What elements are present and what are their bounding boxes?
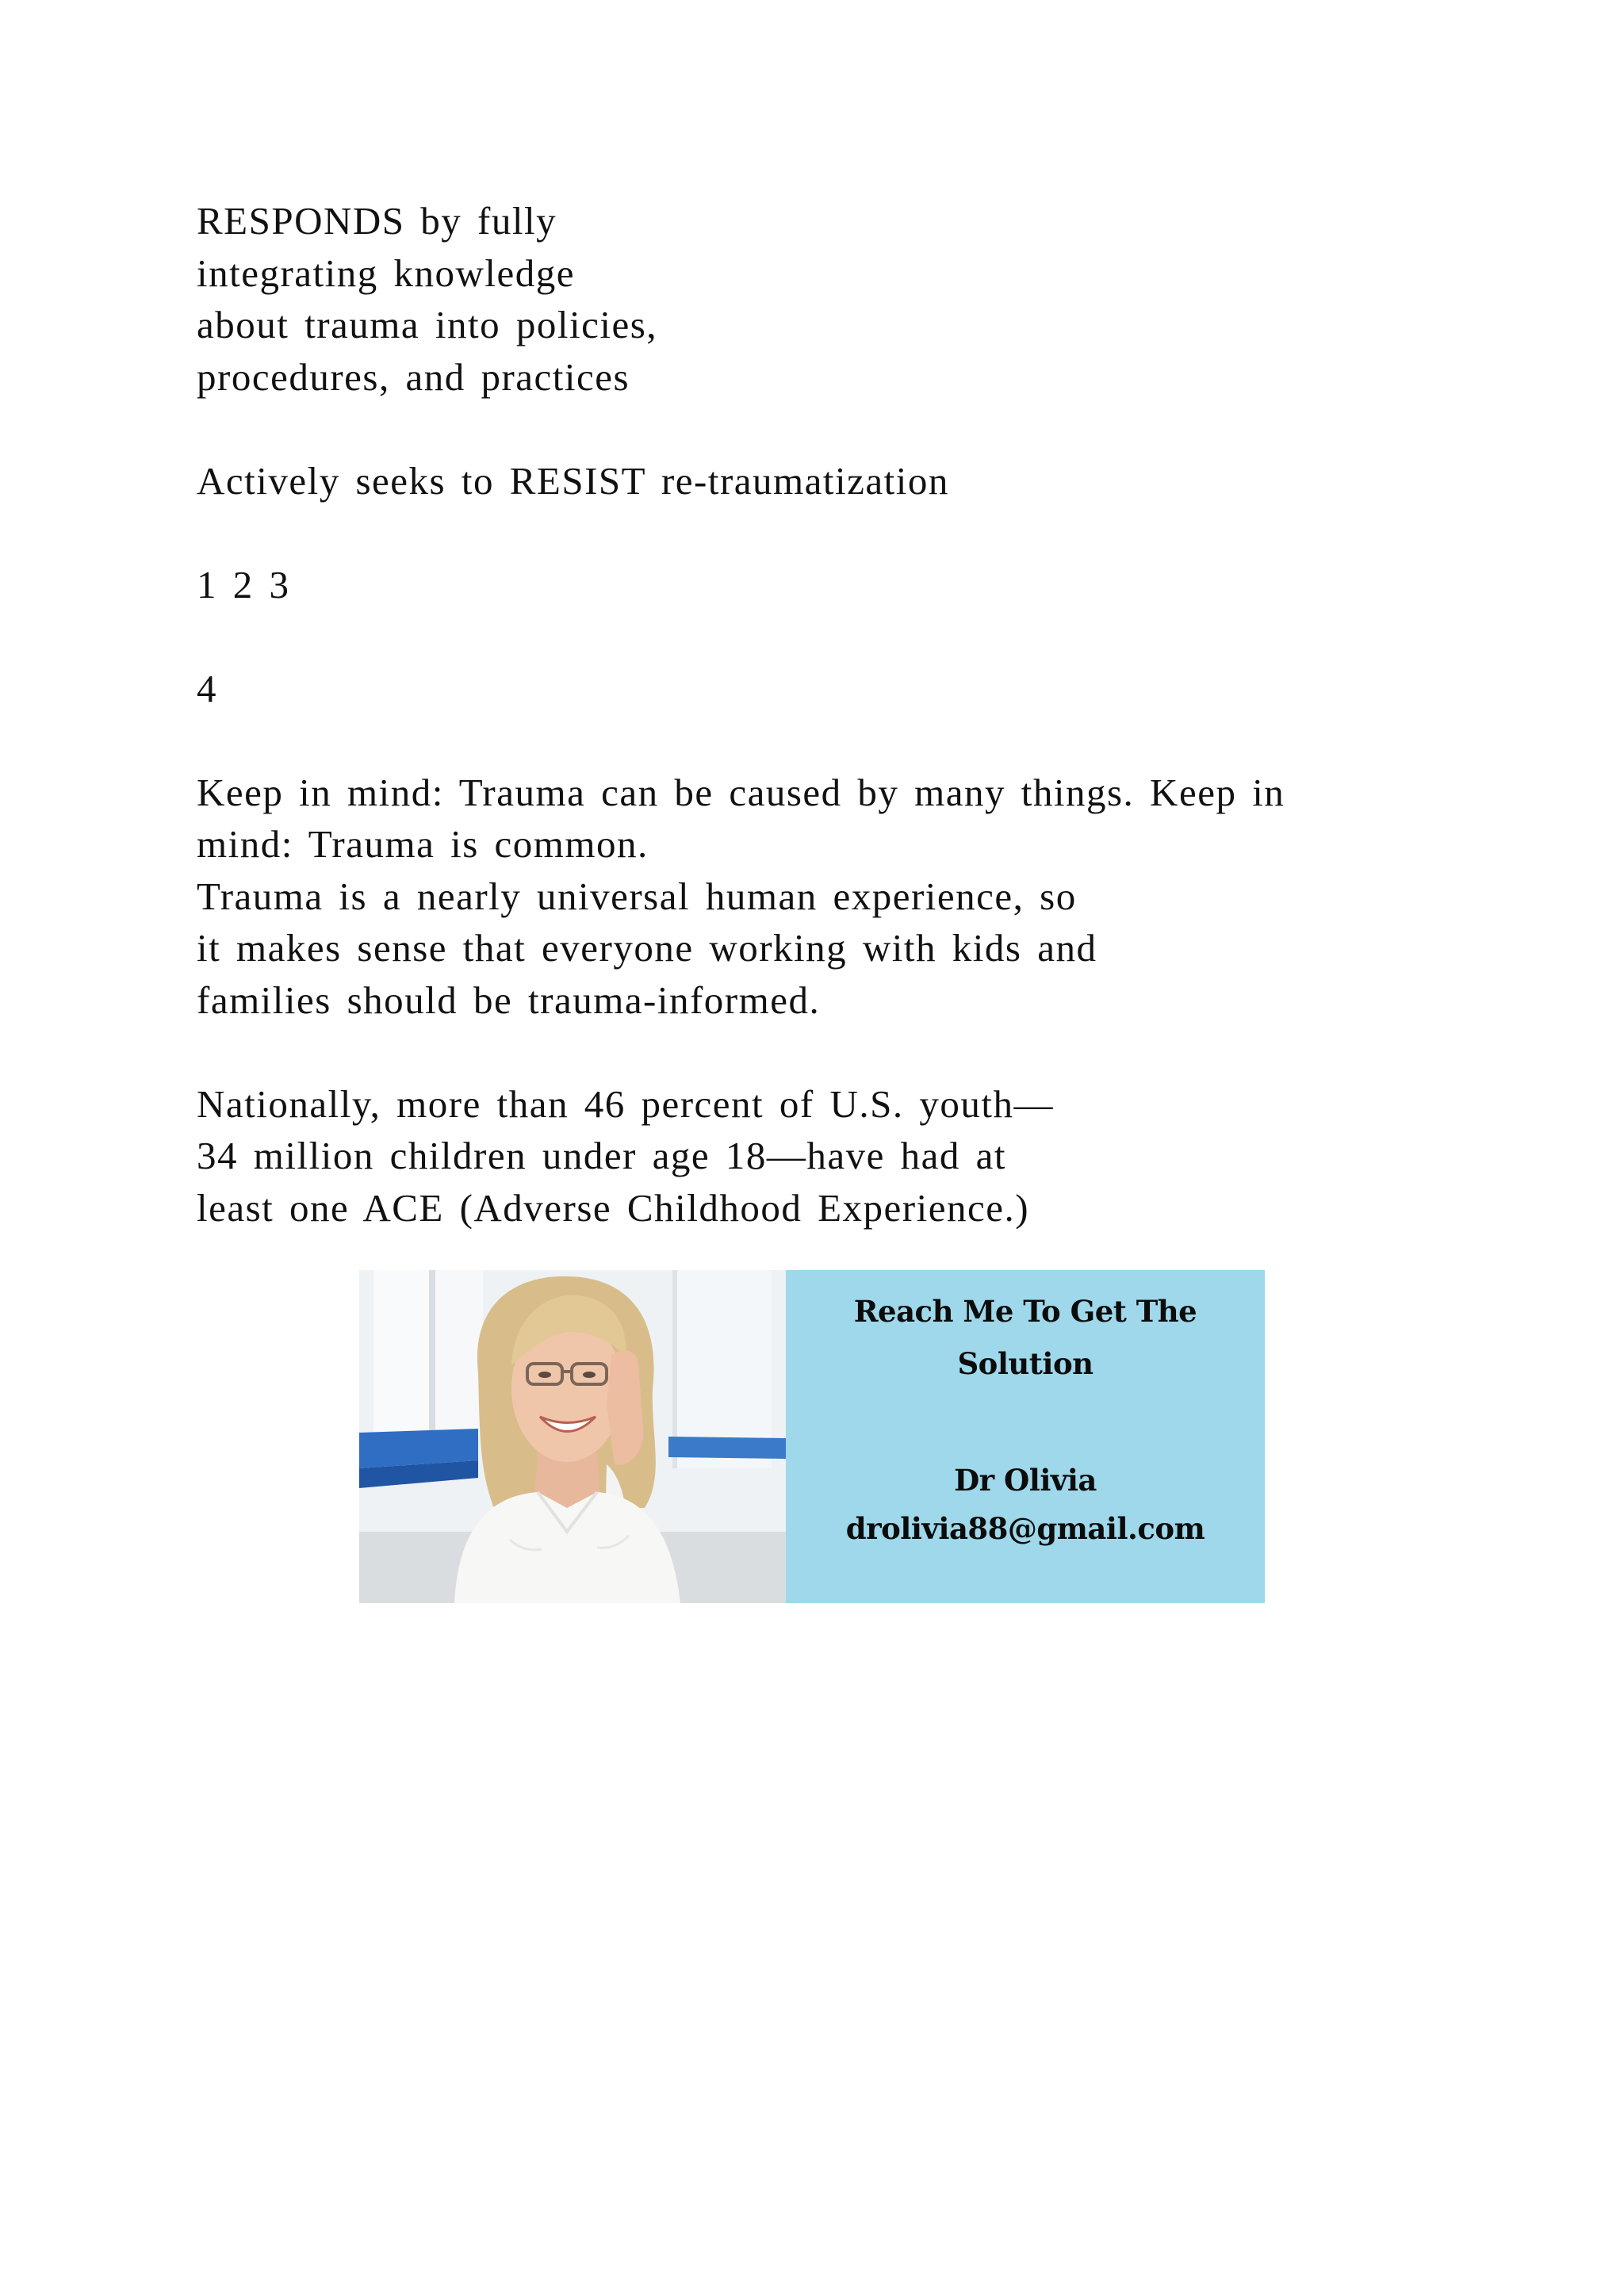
number-4: 4 [197, 666, 217, 710]
paragraph-1-line-1: RESPONDS by fully [197, 199, 557, 243]
paragraph-spacer [197, 1026, 1434, 1078]
ad-contact-name: Dr Olivia [954, 1463, 1097, 1498]
paragraph-2: Actively seeks to RESIST re-traumatization [197, 458, 949, 503]
document-body [197, 195, 1434, 1234]
paragraph-spacer [197, 403, 1434, 455]
numbers-line: 1 2 3 [197, 562, 290, 607]
ad-contact-email: drolivia88@gmail.com [845, 1511, 1205, 1546]
paragraph-1-line-4: procedures, and practices [197, 354, 630, 399]
paragraph-3-line-4: it makes sense that everyone working with kids and [197, 926, 1097, 970]
paragraph-3-line-1: Keep in mind: Trauma can be caused by many things. Keep in [197, 770, 1285, 814]
paragraph-spacer [197, 507, 1434, 559]
paragraph-4-line-3: least one ACE (Adverse Childhood Experience.) [197, 1185, 1030, 1230]
ad-headline-line-1: Reach Me To Get The [853, 1294, 1197, 1329]
contact-advertisement-banner [359, 1270, 1265, 1603]
woman-with-glasses-photo [359, 1270, 786, 1603]
paragraph-spacer [197, 714, 1434, 767]
paragraph-4-line-2: 34 million children under age 18—have had at [197, 1134, 1007, 1177]
ad-headline-line-2: Solution [957, 1346, 1094, 1381]
paragraph-3-line-2: mind: Trauma is common. [197, 822, 649, 866]
contact-info-panel [786, 1270, 1265, 1603]
paragraph-4-line-1: Nationally, more than 46 percent of U.S. youth— [197, 1081, 1054, 1126]
paragraph-1-line-2: integrating knowledge [197, 251, 576, 295]
paragraph-spacer [197, 610, 1434, 663]
paragraph-3-line-3: Trauma is a nearly universal human experience, so [197, 874, 1077, 918]
paragraph-3-line-5: families should be trauma-informed. [197, 978, 821, 1022]
paragraph-1-line-3: about trauma into policies, [197, 303, 658, 346]
